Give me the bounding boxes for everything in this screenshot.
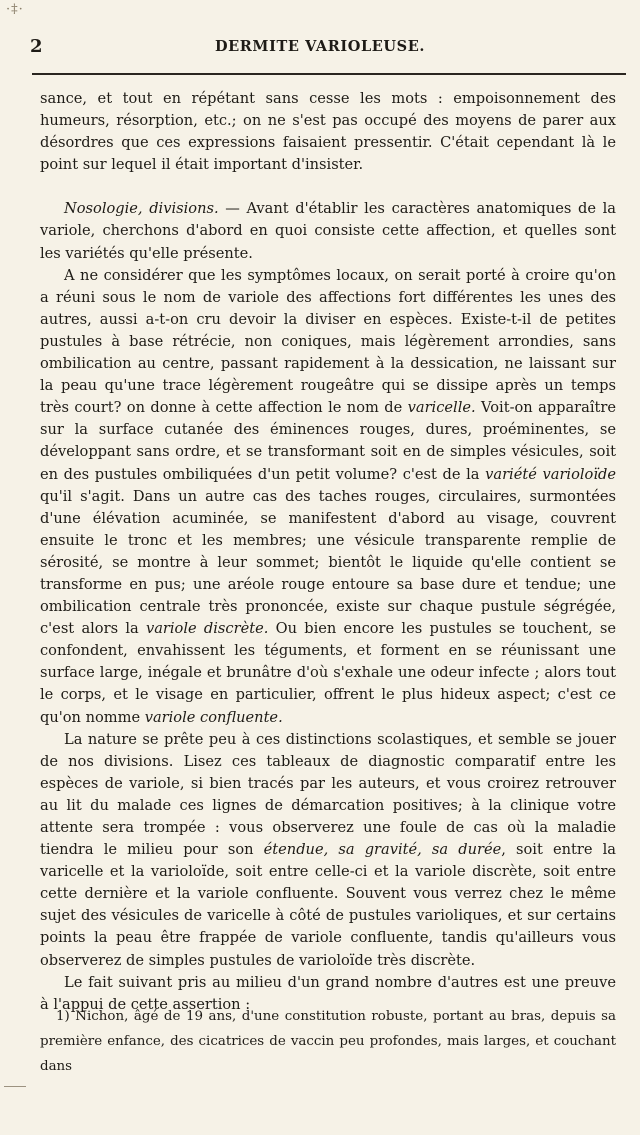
p3-text-2: Voit-on apparaître sur la surface cutanée des éminences rouges, dures, proéminentes, se développant sans ordre, et se transformant soit en de simples vésicules, soit en des pustules ombiliquées d'un petit volume? c'est de la [40,399,617,483]
term-variole-discrete: variole discrète. [145,620,269,638]
page-number: 2 [30,36,43,57]
footnote [40,1004,616,1079]
term-varicelle: varicelle. [407,399,476,417]
p3-text-1: A ne considérer que les symptômes locaux, on serait porté à croire qu'on a réuni sous le nom de variole des affections fort différentes les unes des autres, aussi a-t-on cru devoir la diviser en espèces. Existe-t-il de petites pustules à base rétrécie, non coniques, mais légèrement arrondies, sans ombilication au centre, passant rapidement à la dessication, ne laissant sur la peau qu'une trace légèrement rougeâtre qui se dissipe après un temps très court? on donne à cette affection le nom de [40,266,616,417]
section-heading: Nosologie, divisions. [64,200,219,218]
p4-italic: étendue, sa gravité, sa durée [263,841,502,859]
running-title: DERMITE VARIOLEUSE. [214,38,426,55]
corner-mark: ·‡· [6,2,24,17]
p4-text-1: La nature se prête peu à ces distinctions scolastiques, et semble se jouer de nos divisions. Lisez ces tableaux de diagnostic comparatif entre les espèces de variole, si bien tracés par les auteurs, et vous croirez retrouver au lit du malade ces lignes de démarcation positives; à la clinique votre attente sera trompée : vous observerez une foule de cas où la maladie tiendra le milieu pour son [40,730,616,859]
margin-mark [4,1086,26,1087]
paragraph-2 [40,198,616,264]
p3-text-4: Ou bien encore les pustules se touchent, se confondent, envahissent les téguments, et forment en se réunissant une surface large, inégale et brunâtre d'où s'exhale une odeur infecte ; alors tout le corps, et le visage en particulier, offrent le plus hideux aspect; c'est ce qu'on nomme [40,620,616,726]
paragraph-2-text: — Avant d'établir les caractères anatomiques de la variole, cherchons d'abord en quoi consiste cette affection, et quelles sont les variétés qu'elle présente. [40,200,616,262]
paragraph-5: Le fait suivant pris au milieu d'un grand nombre d'autres est une preuve à l'appui de cette assertion : [40,973,616,1013]
term-varioloide: variété varioloïde [485,465,616,483]
paragraph-1: sance, et tout en répétant sans cesse les mots : empoisonnement des humeurs, résorption, etc.; on ne s'est pas occupé des moyens de parer aux désordres que ces expressions faisaient pressentir. C'était cependant là le point sur lequel il était important d'insister. [40,90,616,174]
page-header [30,36,610,60]
footnote-text: 1) Nichon, âgé de 19 ans, d'une constitution robuste, portant au bras, depuis sa première enfance, des cicatrices de vaccin peu profondes, mais larges, et couchant dans [40,1009,616,1074]
p3-text-3: qu'il s'agit. Dans un autre cas des taches rouges, circulaires, surmontées d'une élévation acuminée, se manifestent d'abord au visage, couvrent ensuite le tronc et les membres; une vésicule transparente remplie de sérosité, se montre à leur sommet; bientôt le liquide qu'elle contient se transforme en pus; une aréole rouge entoure sa base dure et tendue; une ombilication centrale très prononcée, existe sur chaque pustule ségrégée, c'est alors la [40,487,616,638]
body-text [40,88,616,1016]
p4-text-2: , soit entre la varicelle et la varioloïde, soit entre celle-ci et la variole discrète, soit entre cette dernière et la variole confluente. Souvent vous verrez chez le même sujet des vésicules de varicelle à côté de pustules varioliques, et sur certains points la peau être frappée de variole confluente, tandis qu'ailleurs vous observerez de simples pustules de varioloïde très discrète. [40,841,617,969]
header-rule [32,73,626,75]
paragraph-3 [40,265,616,729]
term-variole-confluente: variole confluente. [144,708,283,726]
paragraph-4 [40,729,616,972]
